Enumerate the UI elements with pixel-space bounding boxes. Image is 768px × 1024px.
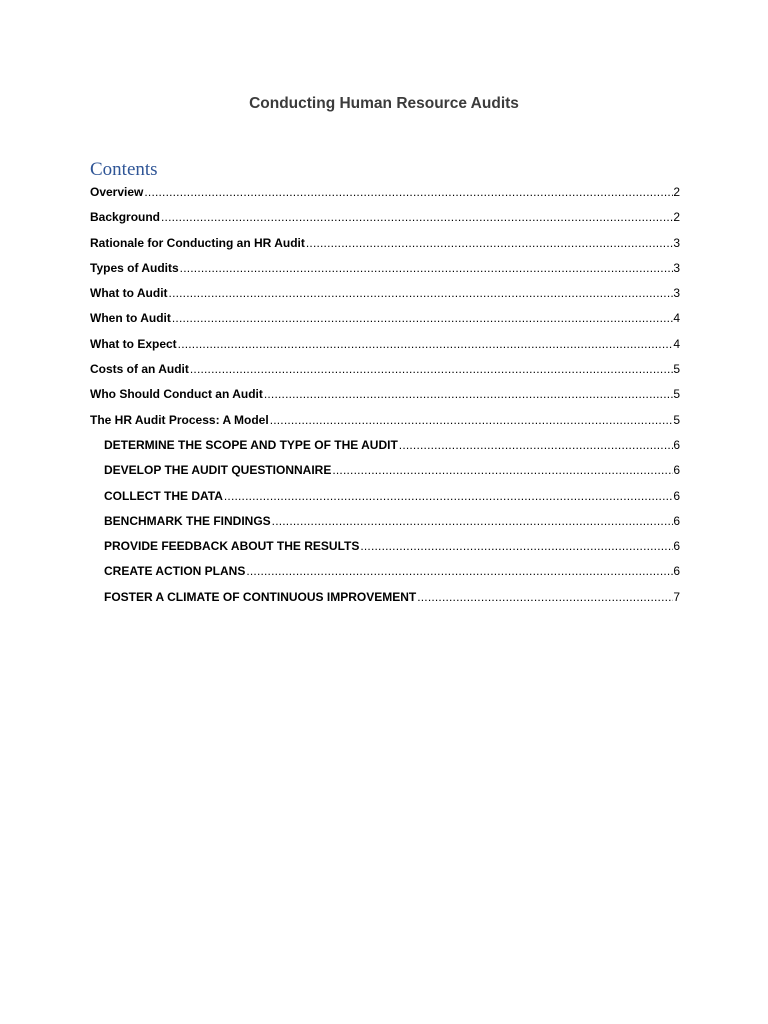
toc-entry-label: Background xyxy=(90,210,161,225)
toc-dot-leader xyxy=(177,334,674,354)
toc-page-number: 5 xyxy=(673,362,680,377)
toc-dot-leader xyxy=(305,233,673,253)
toc-entry-what-to-audit[interactable] xyxy=(90,283,680,308)
toc-page-number: 2 xyxy=(673,210,680,225)
toc-entry-label: What to Audit xyxy=(90,286,168,301)
toc-dot-leader xyxy=(245,561,673,581)
toc-subentry-create-action-plans[interactable] xyxy=(90,561,680,586)
toc-entry-label: Overview xyxy=(90,185,144,199)
contents-heading: Contents xyxy=(90,159,158,180)
toc-dot-leader xyxy=(263,384,673,404)
toc-page-number: 4 xyxy=(673,336,680,351)
toc-dot-leader xyxy=(398,435,674,455)
toc-dot-leader xyxy=(160,207,673,227)
toc-entry-label: Who Should Conduct an Audit xyxy=(90,387,263,402)
toc-dot-leader xyxy=(269,410,674,430)
toc-subentry-develop-questionnaire[interactable] xyxy=(90,460,680,485)
document-title: Conducting Human Resource Audits xyxy=(249,95,519,112)
toc-entry-label: BENCHMARK THE FINDINGS xyxy=(104,513,271,528)
toc-entry-label: What to Expect xyxy=(90,336,177,351)
toc-subentry-provide-feedback[interactable] xyxy=(90,536,680,561)
toc-entry-when-to-audit[interactable] xyxy=(90,308,680,333)
toc-entry-label: Types of Audits xyxy=(90,260,179,275)
toc-entry-types-of-audits[interactable] xyxy=(90,258,680,283)
toc-entry-label: When to Audit xyxy=(90,311,171,326)
toc-page-number: 6 xyxy=(673,437,680,452)
toc-page-number: 6 xyxy=(673,463,680,478)
toc-page-number: 5 xyxy=(673,412,680,427)
toc-entry-costs[interactable] xyxy=(90,359,680,384)
toc-entry-background[interactable] xyxy=(90,207,680,232)
toc-dot-leader xyxy=(331,460,673,480)
toc-dot-leader xyxy=(416,587,673,607)
toc-entry-label: PROVIDE FEEDBACK ABOUT THE RESULTS xyxy=(104,539,360,554)
toc-entry-audit-process-model[interactable] xyxy=(90,410,680,435)
toc-dot-leader xyxy=(223,486,673,506)
toc-entry-label: Rationale for Conducting an HR Audit xyxy=(90,235,305,250)
toc-entry-who-should-conduct[interactable] xyxy=(90,384,680,409)
toc-entry-label: FOSTER A CLIMATE OF CONTINUOUS IMPROVEMENT xyxy=(104,589,417,604)
toc-dot-leader xyxy=(168,283,674,303)
toc-page-number: 6 xyxy=(673,488,680,503)
toc-page-number: 7 xyxy=(673,589,680,604)
toc-entry-label: COLLECT THE DATA xyxy=(104,488,223,503)
toc-subentry-foster-climate[interactable] xyxy=(90,587,680,612)
toc-page-number: 3 xyxy=(673,235,680,250)
toc-entry-label: DETERMINE THE SCOPE AND TYPE OF THE AUDIT xyxy=(104,437,398,452)
toc-page-number: 6 xyxy=(673,539,680,554)
toc-entry-label: DEVELOP THE AUDIT QUESTIONNAIRE xyxy=(104,463,332,478)
toc-page-number: 6 xyxy=(673,564,680,579)
toc-dot-leader xyxy=(189,359,673,379)
toc-dot-leader xyxy=(179,258,674,278)
toc-dot-leader xyxy=(271,511,674,531)
toc-entry-overview[interactable] xyxy=(90,182,680,207)
toc-entry-label: The HR Audit Process: A Model xyxy=(90,412,269,427)
toc-dot-leader xyxy=(359,536,673,556)
toc-page-number: 5 xyxy=(673,387,680,402)
toc-dot-leader xyxy=(143,182,673,202)
toc-page-number: 4 xyxy=(673,311,680,326)
toc-page-number: 3 xyxy=(673,260,680,275)
toc-dot-leader xyxy=(171,308,673,328)
toc-page-number: 2 xyxy=(673,185,680,199)
toc-subentry-collect-data[interactable] xyxy=(90,486,680,511)
toc-subentry-determine-scope[interactable] xyxy=(90,435,680,460)
toc-entry-label: Costs of an Audit xyxy=(90,362,189,377)
toc-entry-rationale[interactable] xyxy=(90,233,680,258)
toc-page-number: 3 xyxy=(673,286,680,301)
toc-page-number: 6 xyxy=(673,513,680,528)
toc-subentry-benchmark-findings[interactable] xyxy=(90,511,680,536)
toc-entry-label: CREATE ACTION PLANS xyxy=(104,564,246,579)
toc-entry-what-to-expect[interactable] xyxy=(90,334,680,359)
table-of-contents xyxy=(90,182,680,612)
